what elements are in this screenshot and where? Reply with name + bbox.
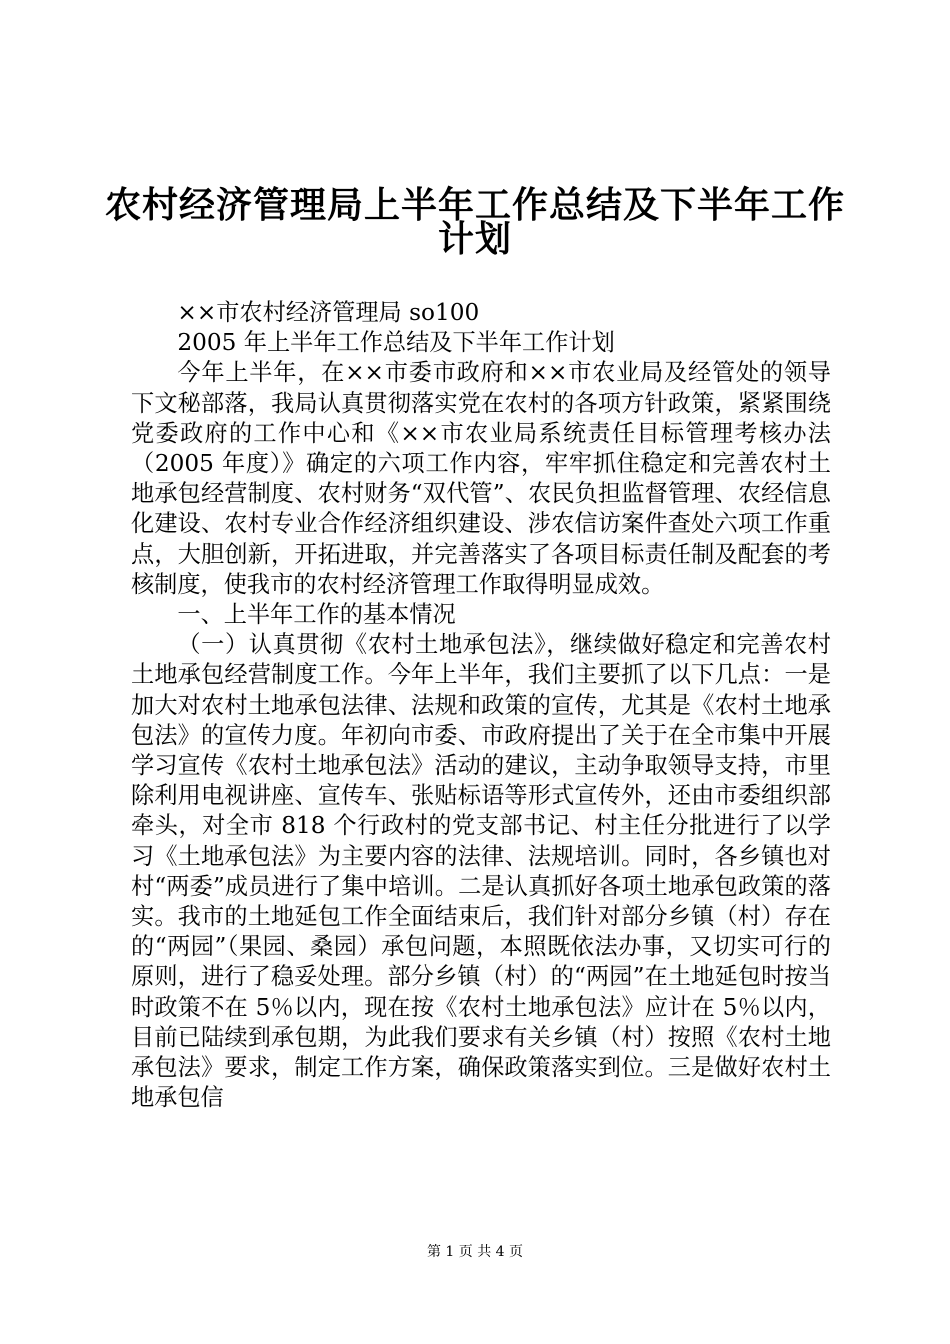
document-title-line-1: 农村经济管理局上半年工作总结及下半年工作 (104, 185, 845, 226)
body-paragraph: 今年上半年，在××市委市政府和××市农业局及经管处的领导下文秘部落，我局认真贯彻落实党在农村的各项方针政策，紧紧围绕党委政府的工作中心和《××市农业局系统责任目标管理考核办法（2005 年度）》确定的六项工作内容，牢牢抓住稳定和完善农村土地承包经营制度、农村财务“双代管”、农民负担监督管理、农经信息化建设、农村专业合作经济组织建设、涉农信访案件查处六项工作重点，大胆创新，开拓进取，并完善落实了各项目标责任制及配套的考核制度，使我市的农村经济管理工作取得明显成效。 (131, 359, 831, 598)
document-body (131, 298, 831, 1113)
page-number-footer: 第 1 页 共 4 页 (426, 1244, 524, 1260)
section-heading: 一、上半年工作的基本情况 (177, 601, 456, 629)
document-title-line-2: 计划 (437, 219, 512, 260)
subtitle-line: 2005 年上半年工作总结及下半年工作计划 (177, 329, 615, 357)
author-line: ××市农村经济管理局 so100 (177, 299, 480, 326)
body-paragraph: （一）认真贯彻《农村土地承包法》，继续做好稳定和完善农村土地承包经营制度工作。今年上半年，我们主要抓了以下几点：一是加大对农村土地承包法律、法规和政策的宣传，尤其是《农村土地承包法》的宣传力度。年初向市委、市政府提出了关于在全市集中开展学习宣传《农村土地承包法》活动的建议，主动争取领导支持，市里除利用电视讲座、宣传车、张贴标语等形式宣传外，还由市委组织部牵头，对全市 818 个行政村的党支部书记、村主任分批进行了以学习《土地承包法》为主要内容的法律、法规培训。同时，各乡镇也对村“两委”成员进行了集中培训。二是认真抓好各项土地承包政策的落实。我市的土地延包工作全面结束后，我们针对部分乡镇（村）存在的“两园”（果园、桑园）承包问题，本照既依法办事，又切实可行的原则，进行了稳妥处理。部分乡镇（村）的“两园”在土地延包时按当时政策不在 5％以内，现在按《农村土地承包法》应计在 5％以内，目前已陆续到承包期，为此我们要求有关乡镇（村）按照《农村土地承包法》要求，制定工作方案，确保政策落实到位。三是做好农村土地承包信 (131, 631, 831, 1112)
